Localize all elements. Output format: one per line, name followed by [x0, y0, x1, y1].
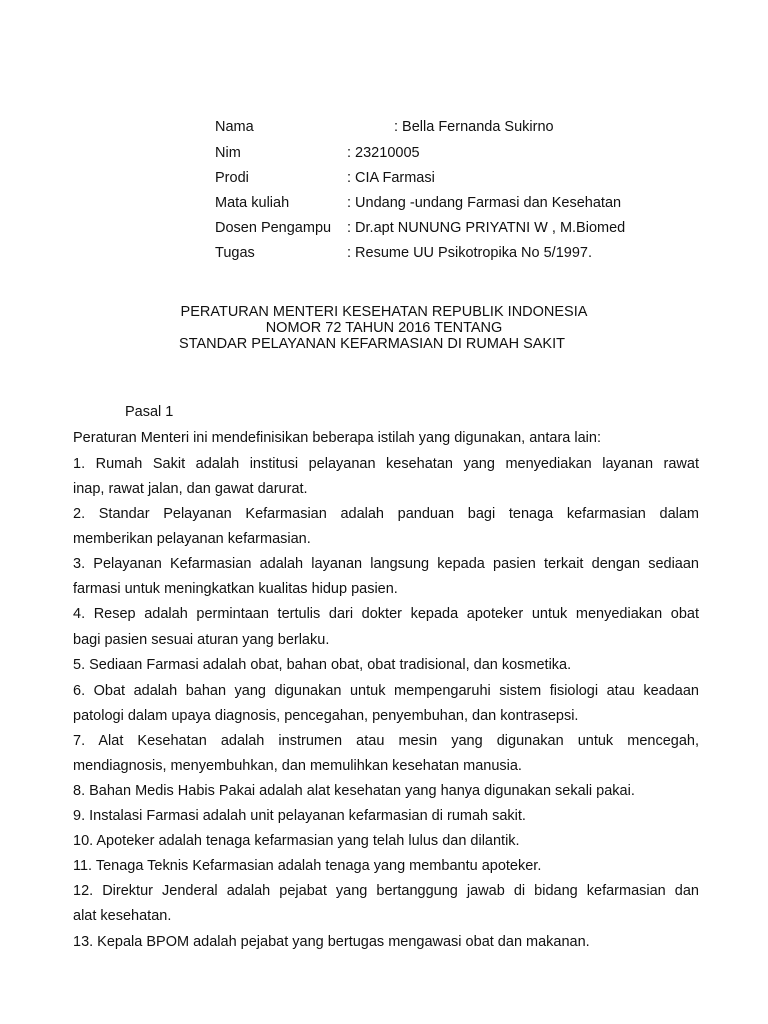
title-line-1-text: PERATURAN MENTERI KESEHATAN REPUBLIK INDONESIA: [180, 304, 588, 320]
body-line: 9. Instalasi Farmasi adalah unit pelayanan kefarmasian di rumah sakit.: [73, 808, 526, 824]
body-line: 11. Tenaga Teknis Kefarmasian adalah tenaga yang membantu apoteker.: [73, 858, 542, 874]
body-line: memberikan pelayanan kefarmasian.: [73, 531, 311, 547]
body-line: 13. Kepala BPOM adalah pejabat yang bertugas mengawasi obat dan makanan.: [73, 934, 590, 950]
label-mata-kuliah: Mata kuliah: [215, 195, 290, 211]
body-line: farmasi untuk meningkatkan kualitas hidup pasien.: [73, 581, 398, 597]
value-nama: : Bella Fernanda Sukirno: [394, 119, 554, 135]
body-line: mendiagnosis, menyembuhkan, dan memulihkan kesehatan manusia.: [73, 758, 522, 774]
body-line: 2. Standar Pelayanan Kefarmasian adalah panduan bagi tenaga kefarmasian dalam: [73, 506, 699, 522]
body-line: 10. Apoteker adalah tenaga kefarmasian yang telah lulus dan dilantik.: [73, 833, 520, 849]
value-nim: : 23210005: [347, 145, 420, 161]
body-line: bagi pasien sesuai aturan yang berlaku.: [73, 632, 330, 648]
body-line: 12. Direktur Jenderal adalah pejabat yang bertanggung jawab di bidang kefarmasian dan: [73, 883, 699, 899]
label-dosen: Dosen Pengampu: [215, 220, 332, 236]
title-line-2: [0, 320, 768, 336]
intro-paragraph: Peraturan Menteri ini mendefinisikan beberapa istilah yang digunakan, antara lain:: [73, 430, 601, 446]
value-dosen: : Dr.apt NUNUNG PRIYATNI W , M.Biomed: [347, 220, 626, 236]
body-line: 1. Rumah Sakit adalah institusi pelayanan kesehatan yang menyediakan layanan rawat: [73, 456, 699, 472]
title-line-1: [0, 304, 768, 320]
body-line: alat kesehatan.: [73, 908, 172, 924]
label-prodi: Prodi: [215, 170, 249, 186]
body-line: 7. Alat Kesehatan adalah instrumen atau mesin yang digunakan untuk mencegah,: [73, 733, 699, 749]
body-line: 6. Obat adalah bahan yang digunakan untuk mempengaruhi sistem fisiologi atau keadaan: [73, 683, 699, 699]
body-line: 3. Pelayanan Kefarmasian adalah layanan langsung kepada pasien terkait dengan sediaan: [73, 556, 699, 572]
value-tugas: : Resume UU Psikotropika No 5/1997.: [347, 245, 592, 261]
value-prodi: : CIA Farmasi: [347, 170, 435, 186]
body-line: 4. Resep adalah permintaan tertulis dari dokter kepada apoteker untuk menyediakan obat: [73, 606, 699, 622]
body-line: 8. Bahan Medis Habis Pakai adalah alat kesehatan yang hanya digunakan sekali pakai.: [73, 783, 635, 799]
title-line-2-text: NOMOR 72 TAHUN 2016 TENTANG: [265, 320, 503, 336]
body-line: inap, rawat jalan, dan gawat darurat.: [73, 481, 308, 497]
pasal-heading: Pasal 1: [125, 404, 174, 420]
label-nama: Nama: [215, 119, 254, 135]
label-nim: Nim: [215, 145, 241, 161]
title-line-3-text: STANDAR PELAYANAN KEFARMASIAN DI RUMAH SAKIT: [179, 336, 565, 352]
title-line-3: [0, 336, 768, 352]
label-tugas: Tugas: [215, 245, 255, 261]
body-line: 5. Sediaan Farmasi adalah obat, bahan obat, obat tradisional, dan kosmetika.: [73, 657, 572, 673]
body-line: patologi dalam upaya diagnosis, pencegahan, penyembuhan, dan kontrasepsi.: [73, 708, 579, 724]
value-mata-kuliah: : Undang -undang Farmasi dan Kesehatan: [347, 195, 622, 211]
